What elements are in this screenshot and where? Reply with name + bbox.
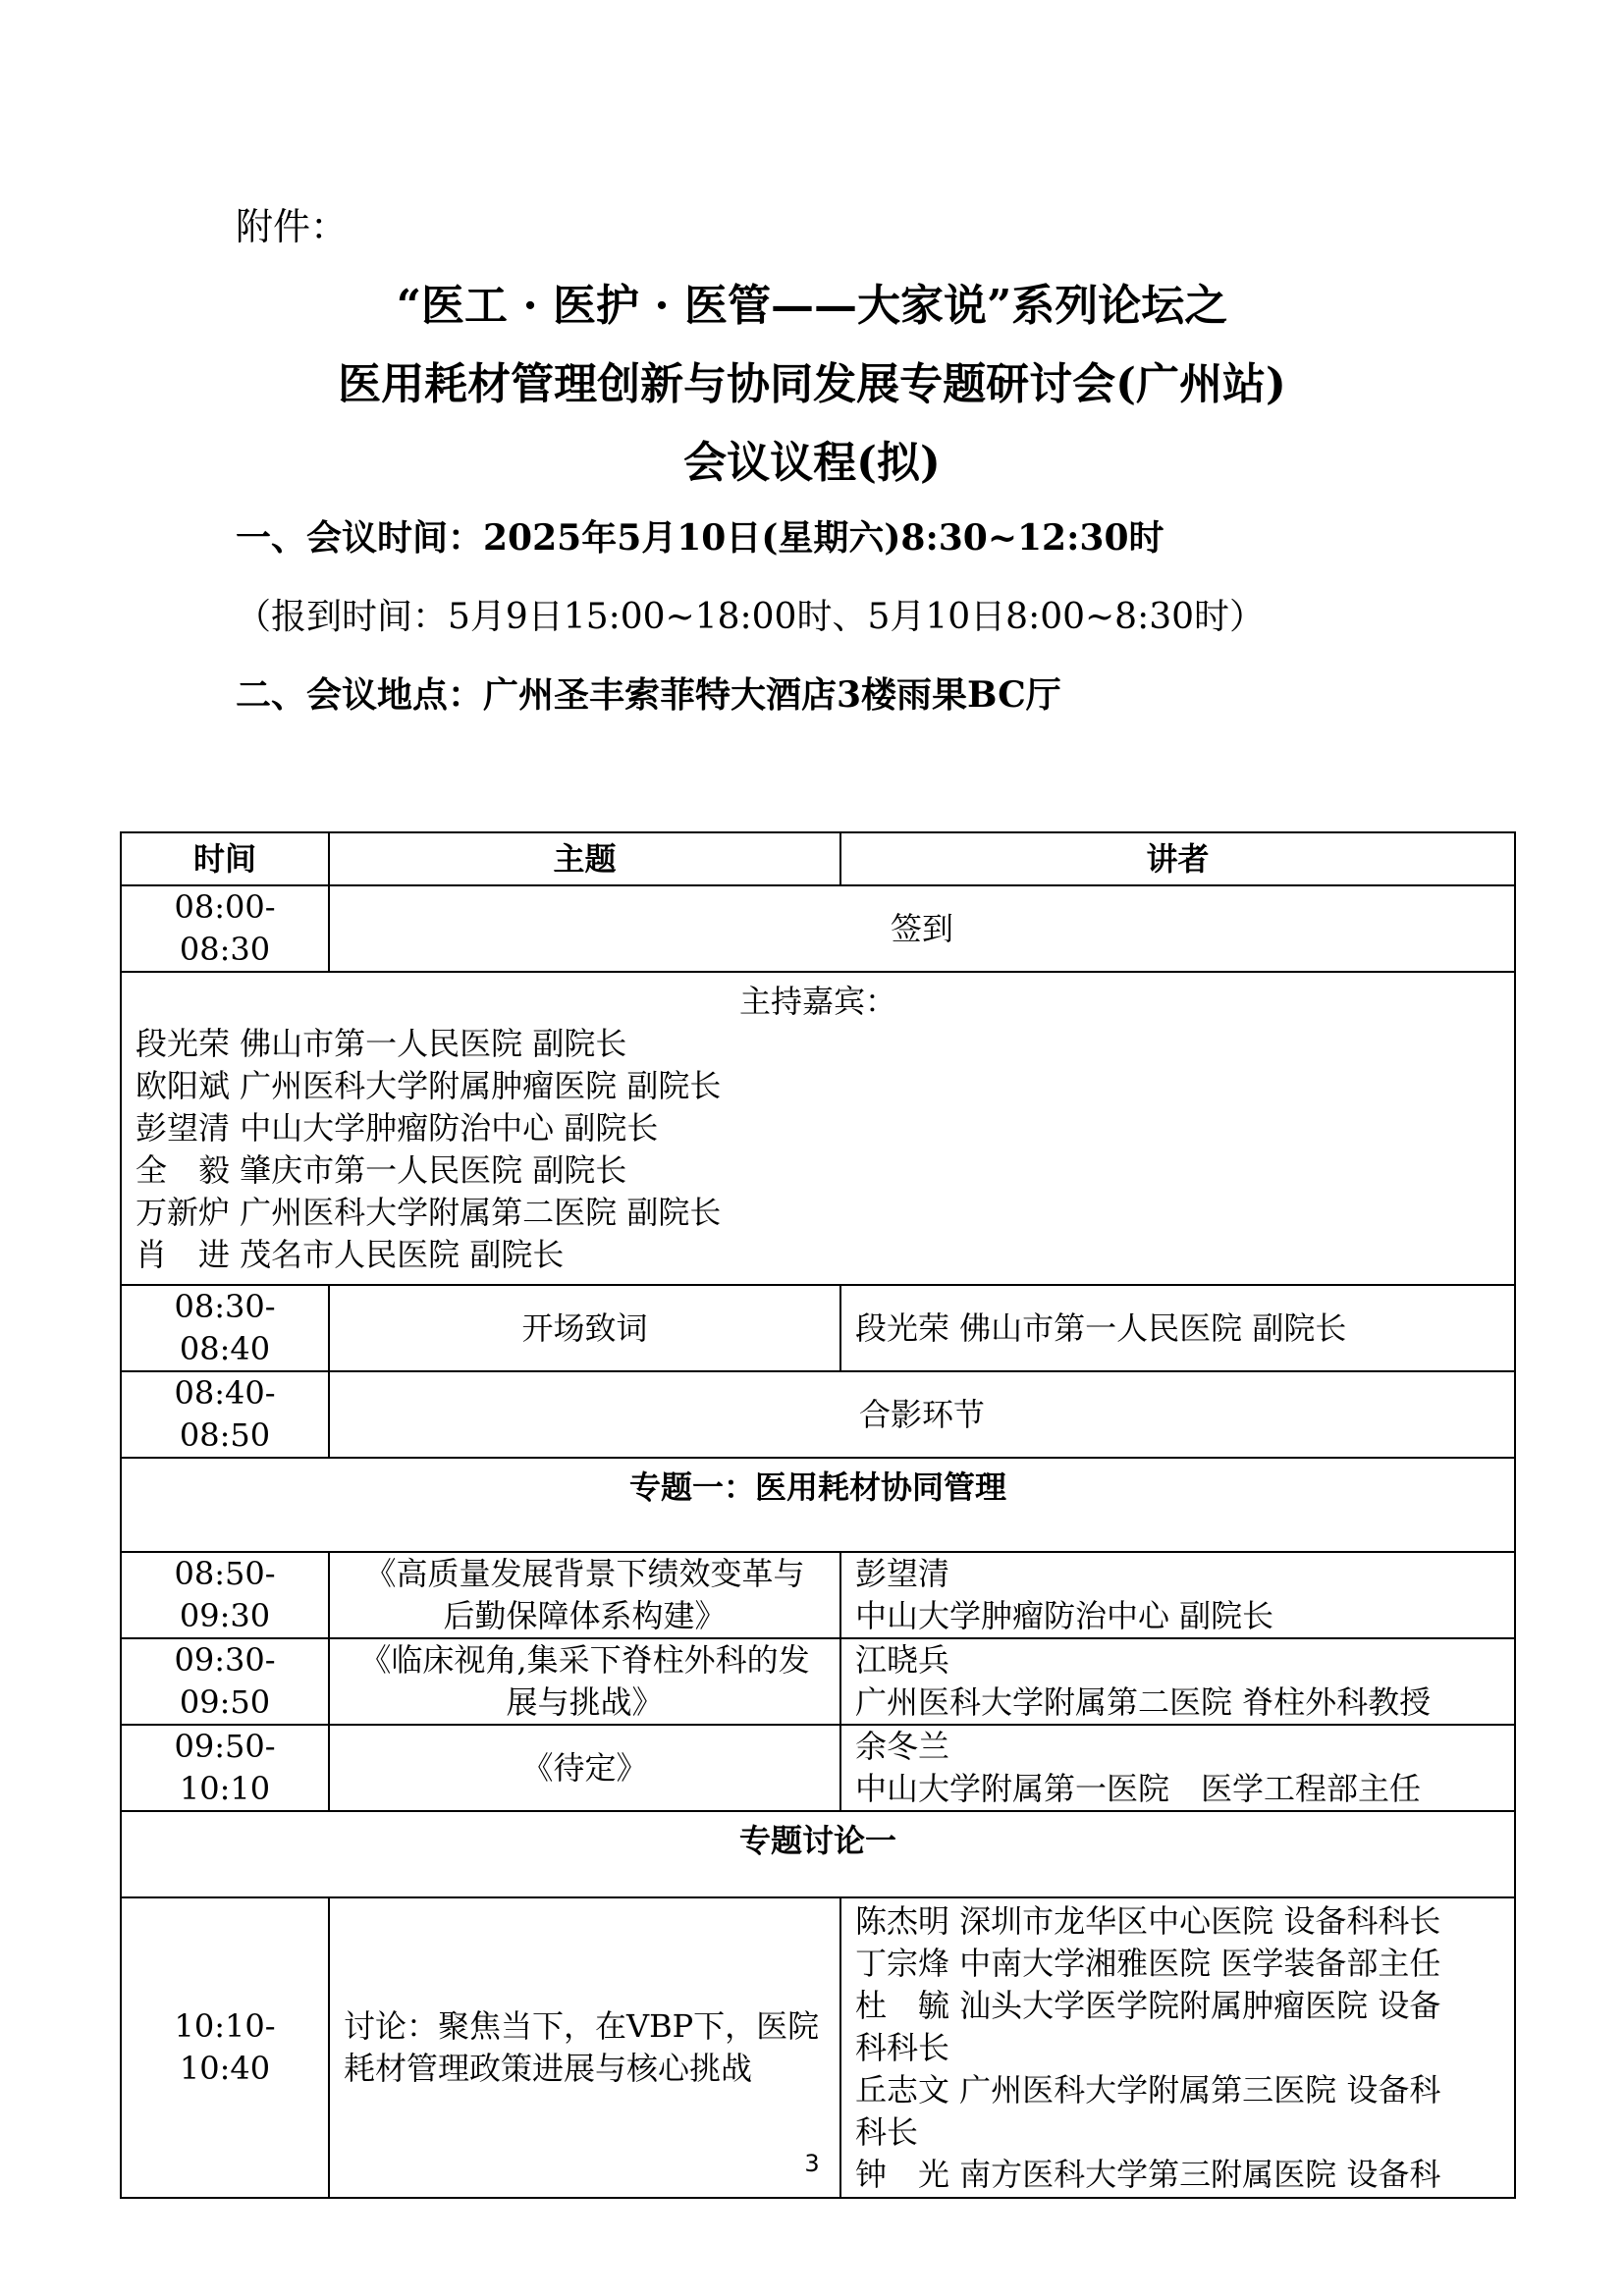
row-topic (329, 1725, 840, 1811)
panelist-line: 丘志文 广州医科大学附属第三医院 设备科 (855, 2070, 1441, 2109)
meeting-venue: 二、会议地点：广州圣丰索菲特大酒店3楼雨果BC厅 (236, 674, 1061, 716)
speaker-name: 余冬兰 (855, 1728, 950, 1765)
topic-line: 讨论：聚焦当下，在VBP下，医院 (344, 2007, 820, 2045)
row-time: 09:30-09:50 (121, 1638, 329, 1725)
speaker-name: 彭望清 (855, 1555, 950, 1592)
row-time: 08:00-08:30 (121, 885, 329, 972)
speaker-affiliation: 广州医科大学附属第二医院 脊柱外科教授 (855, 1683, 1432, 1721)
row-speaker (840, 1638, 1515, 1725)
section-heading: 专题一：医用耗材协同管理 (121, 1458, 1515, 1552)
registration-time: （报到时间：5月9日15:00~18:00时、5月10日8:00~8:30时） (236, 597, 1266, 637)
row-speaker (840, 1552, 1515, 1638)
panelist-line: 钟 光 南方医科大学第三附属医院 设备科 (855, 2155, 1441, 2193)
table-row (121, 1371, 1515, 1458)
section-row (121, 1458, 1515, 1552)
panelist-line: 科科长 (855, 2028, 950, 2066)
row-time: 10:10-10:40 (121, 1897, 329, 2198)
topic-line: 耗材管理政策进展与核心挑战 (344, 2050, 753, 2087)
topic-line: 《临床视角,集采下脊柱外科的发 (359, 1641, 810, 1679)
meeting-time: 一、会议时间：2025年5月10日(星期六)8:30~12:30时 (236, 517, 1164, 559)
host-entry: 彭望清 中山大学肿瘤防治中心 副院长 (135, 1109, 659, 1147)
header-time: 时间 (121, 832, 329, 885)
row-time: 08:50-09:30 (121, 1552, 329, 1638)
row-speaker (840, 1725, 1515, 1811)
table-row (121, 1552, 1515, 1638)
host-entry: 全 毅 肇庆市第一人民医院 副院长 (135, 1151, 627, 1189)
agenda-title: 会议议程(拟) (683, 438, 941, 488)
speaker-affiliation: 中山大学肿瘤防治中心 副院长 (855, 1597, 1274, 1634)
row-activity: 签到 (329, 885, 1515, 972)
panelist-line: 科长 (855, 2112, 919, 2151)
row-time: 09:50-10:10 (121, 1725, 329, 1811)
speaker-name: 江晓兵 (855, 1641, 950, 1679)
topic-line: 《高质量发展背景下绩效变革与 (364, 1555, 805, 1592)
section-heading: 专题讨论一 (121, 1811, 1515, 1897)
table-row (121, 1725, 1515, 1811)
row-topic (329, 1552, 840, 1638)
hosts-row (121, 972, 1515, 1285)
row-topic (329, 1638, 840, 1725)
host-entry: 欧阳斌 广州医科大学附属肿瘤医院 副院长 (135, 1067, 722, 1104)
hosts-title: 主持嘉宾： (738, 983, 896, 1020)
row-topic: 开场致词 (329, 1285, 840, 1371)
row-time: 08:40-08:50 (121, 1371, 329, 1458)
speaker-affiliation: 中山大学附属第一医院 医学工程部主任 (855, 1770, 1422, 1807)
panelist-line: 陈杰明 深圳市龙华区中心医院 设备科科长 (855, 1901, 1441, 1940)
attachment-label: 附件： (236, 205, 349, 248)
topic-line: 展与挑战》 (506, 1683, 664, 1721)
header-speaker: 讲者 (840, 832, 1515, 885)
seminar-title: 医用耗材管理创新与协同发展专题研讨会(广州站) (338, 359, 1286, 409)
topic-line: 后勤保障体系构建》 (443, 1597, 727, 1634)
row-activity: 合影环节 (329, 1371, 1515, 1458)
host-entry: 肖 进 茂名市人民医院 副院长 (135, 1236, 565, 1273)
page-number: 3 (804, 2150, 820, 2177)
agenda-table (120, 831, 1516, 2199)
table-row (121, 1638, 1515, 1725)
hosts-cell (121, 972, 1515, 1285)
table-row (121, 1285, 1515, 1371)
panelist-line: 杜 毓 汕头大学医学院附属肿瘤医院 设备 (855, 1986, 1441, 2024)
host-entry: 万新炉 广州医科大学附属第二医院 副院长 (135, 1194, 722, 1231)
section-row (121, 1811, 1515, 1897)
host-entry: 段光荣 佛山市第一人民医院 副院长 (135, 1025, 627, 1062)
panelist-line: 丁宗烽 中南大学湘雅医院 医学装备部主任 (855, 1944, 1441, 1982)
topic-line: 《待定》 (521, 1748, 648, 1787)
table-header-row (121, 832, 1515, 885)
row-speaker: 段光荣 佛山市第一人民医院 副院长 (840, 1285, 1515, 1371)
table-row (121, 885, 1515, 972)
header-topic: 主题 (329, 832, 840, 885)
forum-series-title: “医工 · 医护 · 医管——大家说”系列论坛之 (396, 281, 1228, 331)
row-time: 08:30-08:40 (121, 1285, 329, 1371)
